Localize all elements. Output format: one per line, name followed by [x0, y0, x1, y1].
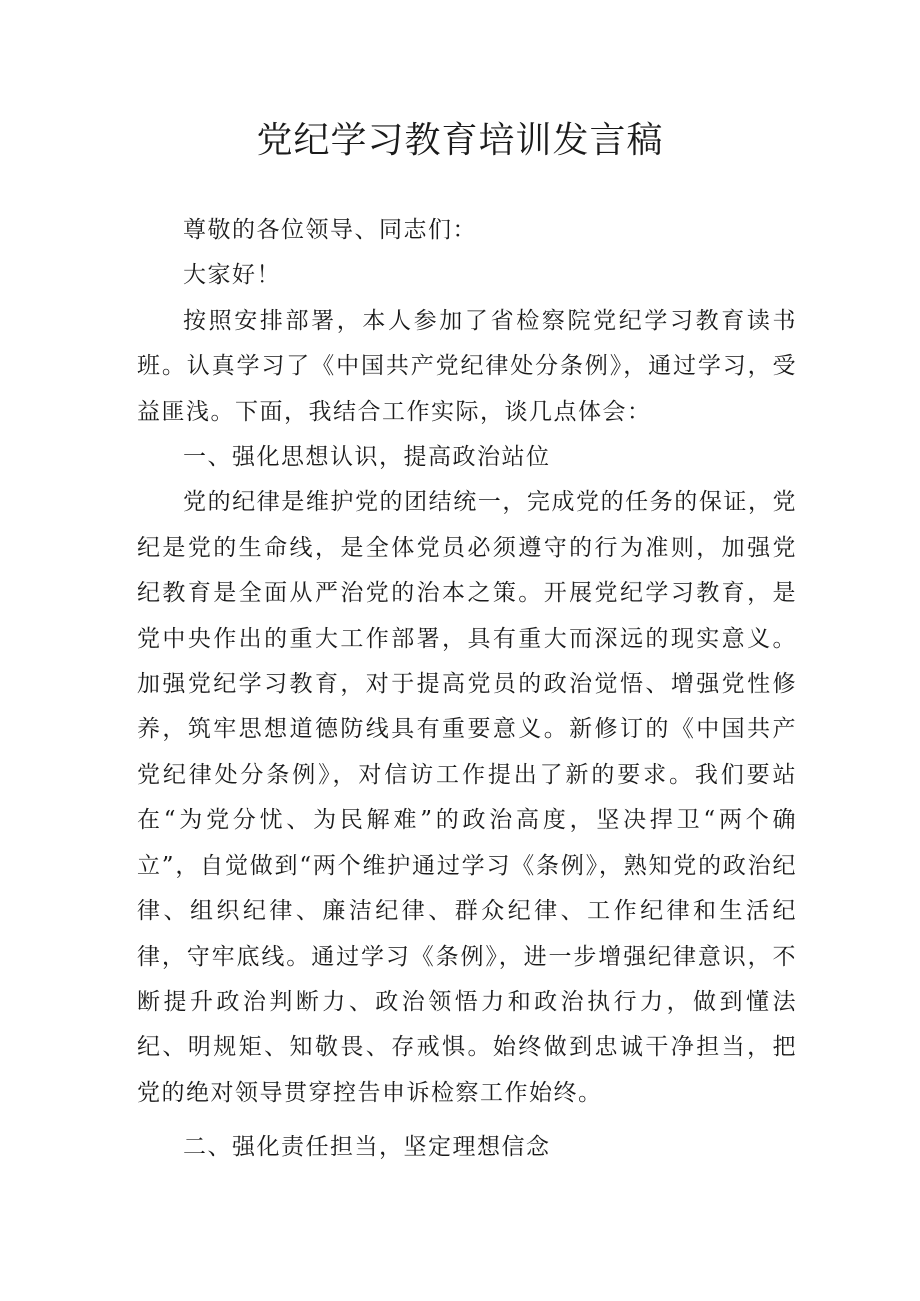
intro-paragraph: 按照安排部署，本人参加了省检察院党纪学习教育读书班。认真学习了《中国共产党纪律处分条例》，通过学习，受益匪浅。下面，我结合工作实际，谈几点体会：	[137, 307, 797, 425]
section-heading-1: 一、强化思想认识，提高政治站位	[183, 444, 551, 471]
greeting: 大家好！	[183, 262, 281, 289]
document-title: 党纪学习教育培训发言稿	[256, 120, 664, 161]
section-heading-2: 二、强化责任担当，坚定理想信念	[183, 1134, 551, 1161]
section-1-paragraph: 党的纪律是维护党的团结统一，完成党的任务的保证，党纪是党的生命线，是全体党员必须遵守的行为准则，加强党纪教育是全面从严治党的治本之策。开展党纪学习教育，是党中央作出的重大工作部署，具有重大而深远的现实意义。加强党纪学习教育，对于提高党员的政治觉悟、增强党性修养，筑牢思想道德防线具有重要意义。新修订的《中国共产党纪律处分条例》，对信访工作提出了新的要求。我们要站在“为党分忧、为民解难”的政治高度，坚决捍卫“两个确立”，自觉做到“两个维护通过学习《条例》，熟知党的政治纪律、组织纪律、廉洁纪律、群众纪律、工作纪律和生活纪律，守牢底线。通过学习《条例》，进一步增强纪律意识，不断提升政治判断力、政治领悟力和政治执行力，做到懂法纪、明规矩、知敬畏、存戒惧。始终做到忠诚干净担当，把党的绝对领导贯穿控告申诉检察工作始终。	[137, 489, 797, 1106]
document-body	[137, 208, 797, 1171]
salutation: 尊敬的各位领导、同志们：	[183, 217, 477, 243]
